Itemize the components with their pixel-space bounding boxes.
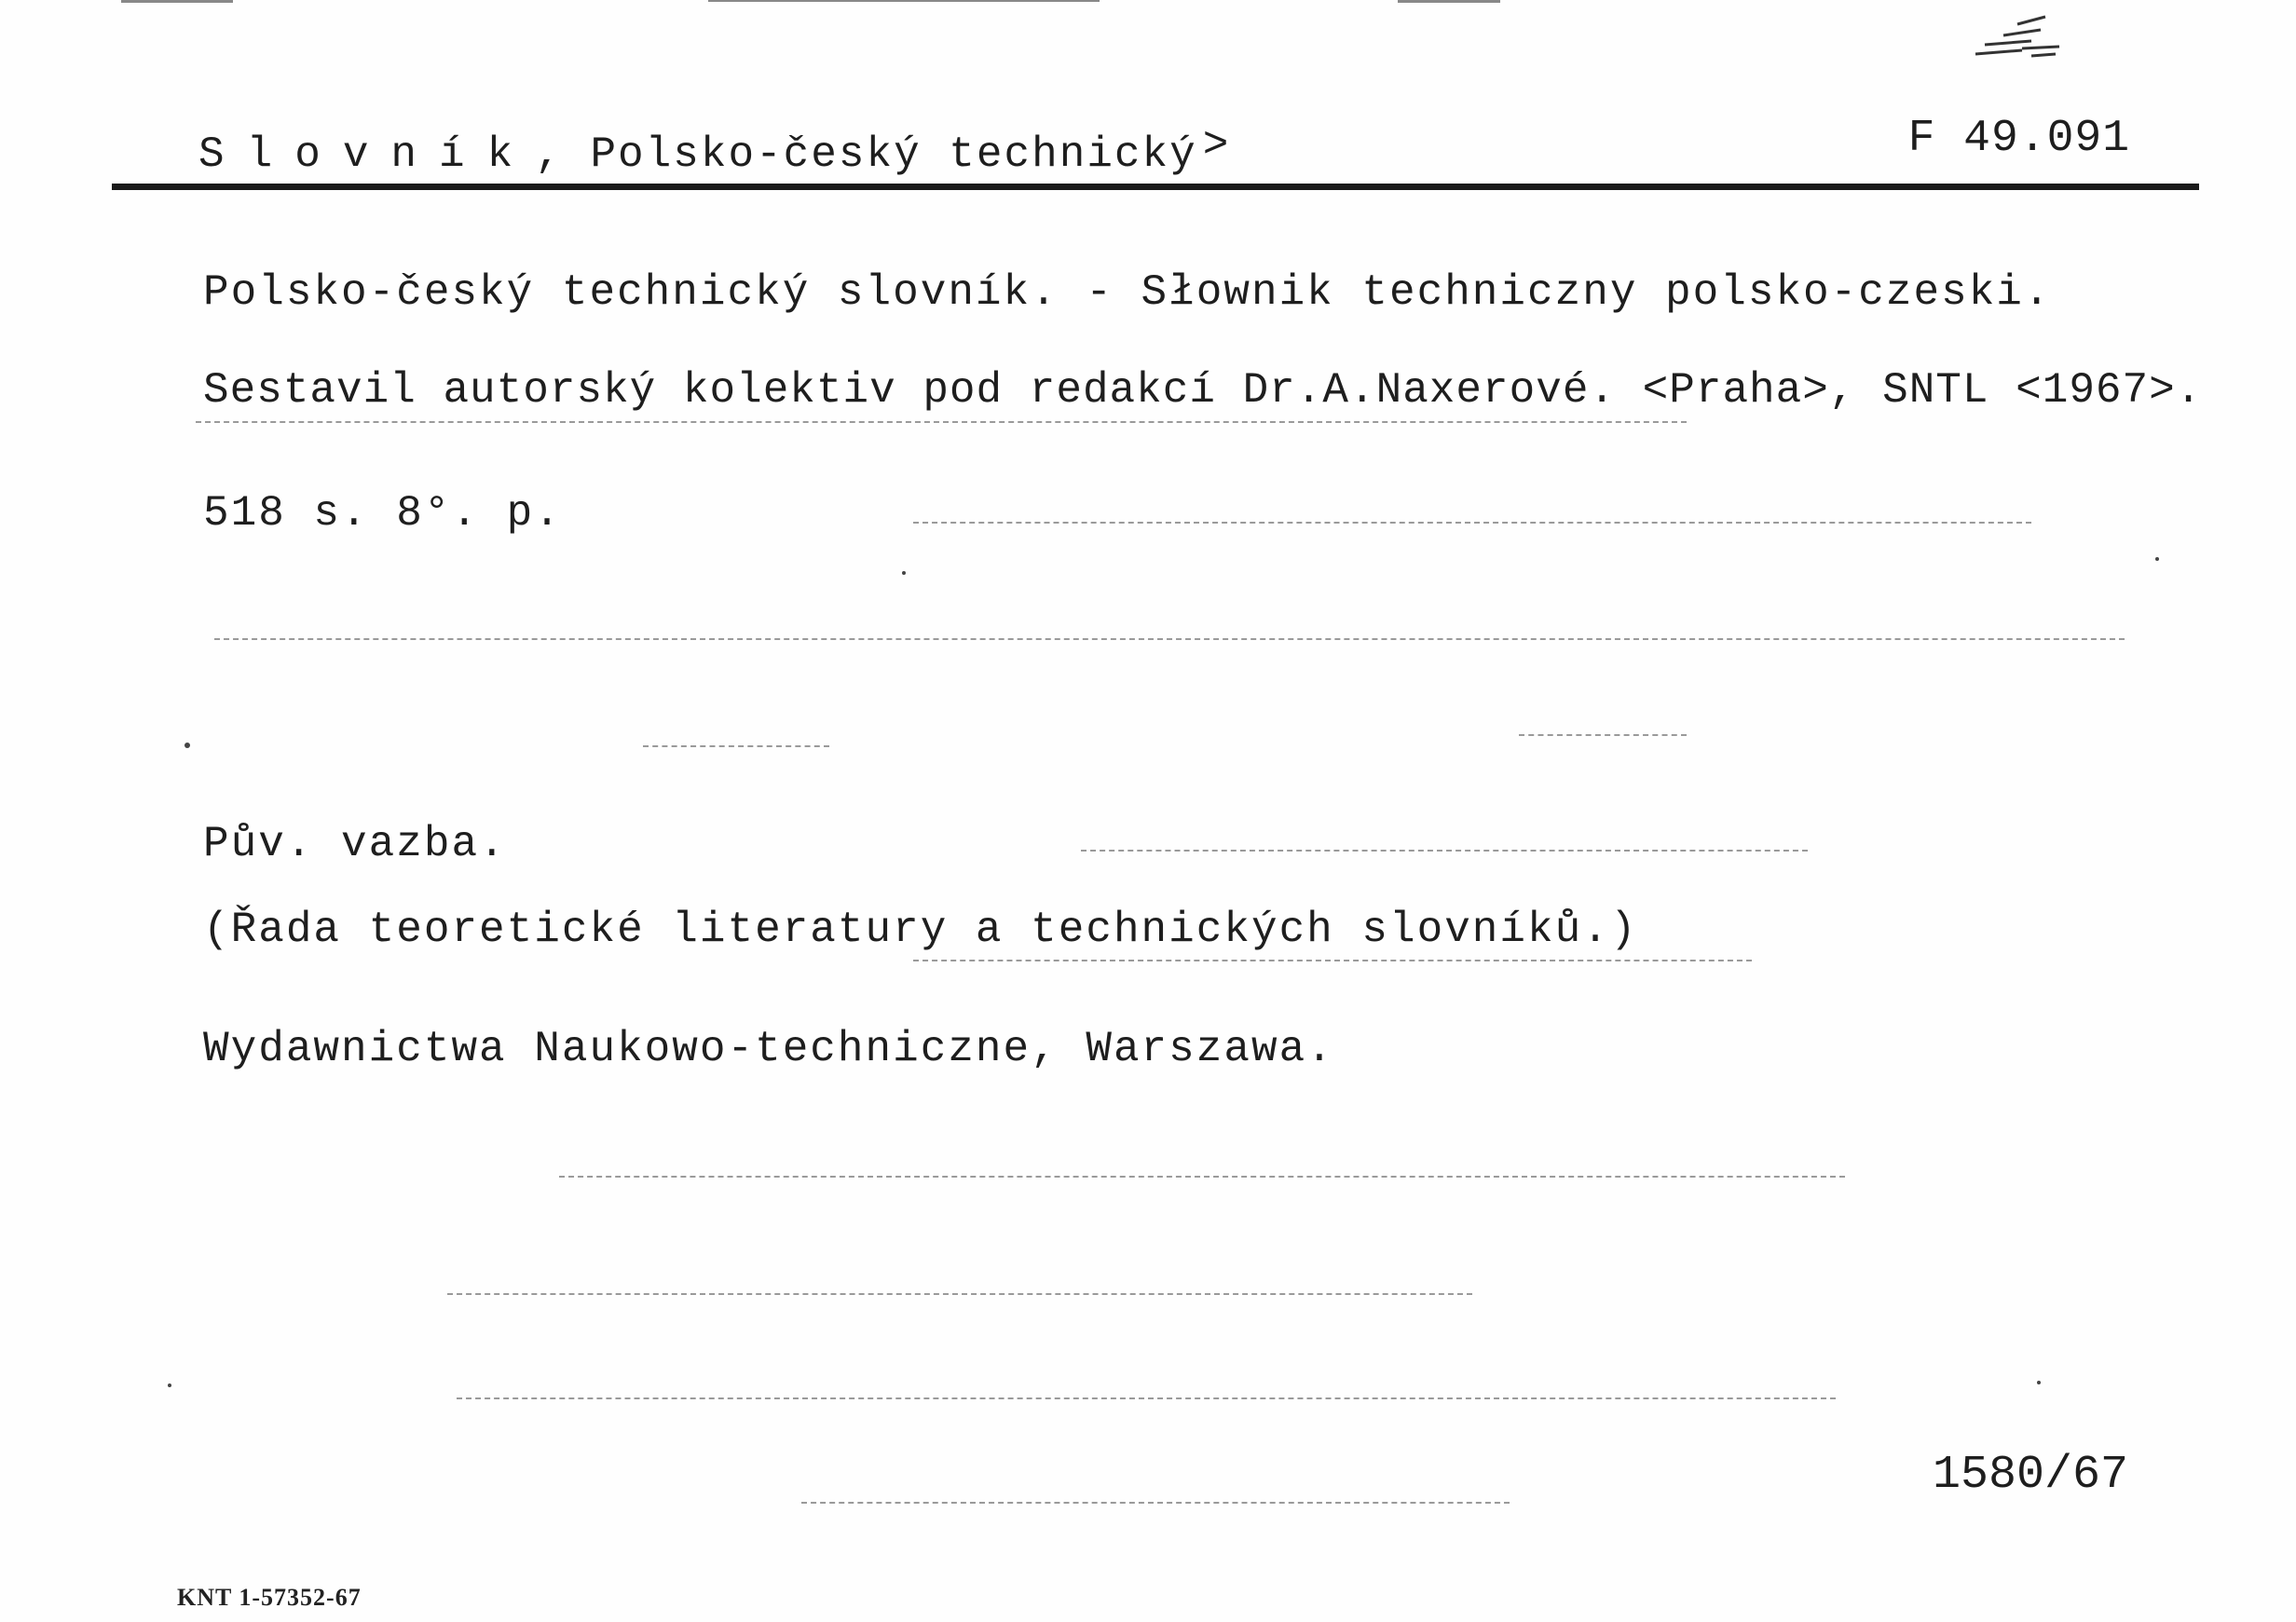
binding-note: Pův. vazba.: [203, 820, 507, 868]
responsibility-line: Sestavil autorský kolektiv pod redakcí Dr.A.Naxerové. <Praha>, SNTL <1967>.: [203, 366, 2203, 415]
top-edge-line: [708, 0, 1100, 2]
dotted-rule: [559, 1176, 1845, 1179]
publisher-note: Wydawnictwa Naukowo-techniczne, Warszawa.: [203, 1025, 1334, 1073]
scribble-mark-icon: [1966, 7, 2069, 63]
dotted-rule: [214, 638, 2125, 642]
accession-number: 1580/67: [1932, 1449, 2128, 1502]
top-edge-line: [1398, 0, 1500, 3]
dotted-rule: [913, 960, 1752, 963]
card-heading: [198, 121, 1231, 179]
dotted-rule: [1519, 734, 1687, 738]
dotted-rule: [447, 1293, 1472, 1297]
footer-print-code: KNT 1-57352-67: [177, 1584, 362, 1611]
heading-rest: , Polsko-český technický: [535, 130, 1197, 179]
speck: [2155, 557, 2159, 561]
dotted-rule: [1081, 850, 1808, 853]
dotted-rule: [913, 522, 2031, 525]
dotted-rule: [801, 1502, 1510, 1506]
dotted-rule: [457, 1397, 1836, 1401]
collation-line: 518 s. 8°. p.: [203, 489, 562, 538]
series-note: (Řada teoretické literatury a technických slovníků.): [203, 906, 1638, 954]
speck: [184, 743, 190, 748]
heading-rule: [112, 184, 2199, 190]
dotted-rule: [643, 745, 829, 749]
title-line: Polsko-český technický slovník. - Słownik techniczny polsko-czeski.: [203, 268, 2052, 317]
top-edge-line: [121, 0, 233, 3]
call-number: F 49.091: [1907, 114, 2130, 164]
heading-close-mark: >: [1202, 121, 1231, 170]
heading-word: Slovník: [198, 130, 536, 179]
speck: [2037, 1381, 2041, 1384]
dotted-rule: [196, 421, 1687, 425]
speck: [902, 571, 906, 575]
speck: [168, 1383, 171, 1387]
